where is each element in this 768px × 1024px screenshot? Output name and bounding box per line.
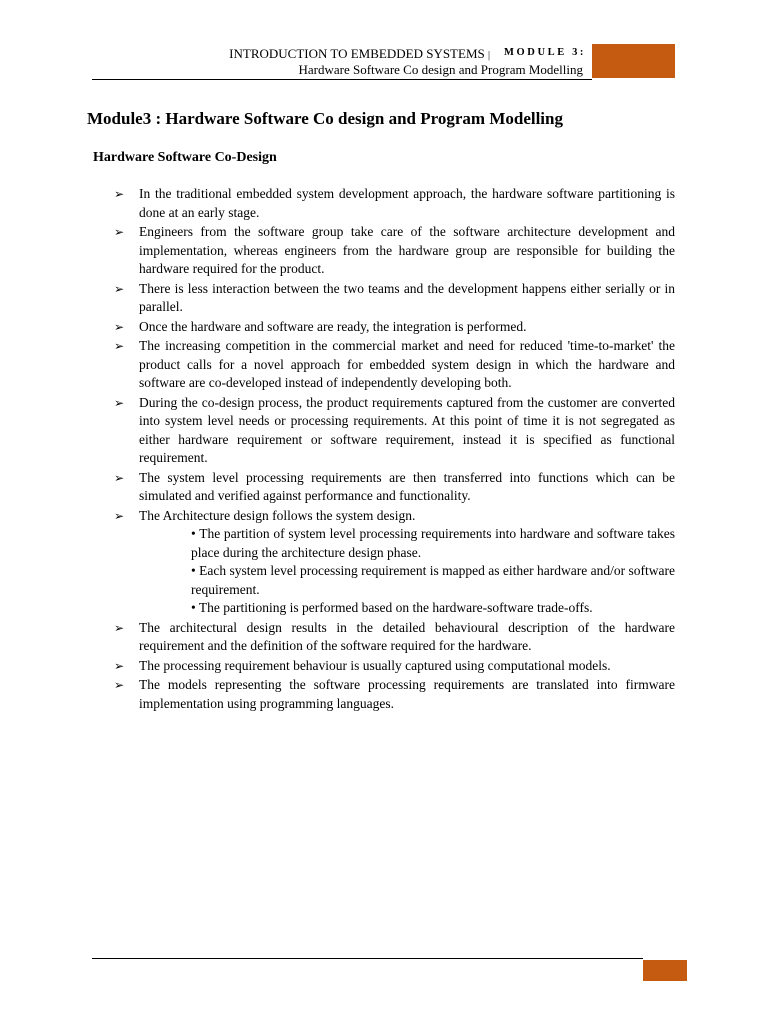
list-item xyxy=(114,469,675,506)
module-title: Module3 : Hardware Software Co design and Program Modelling xyxy=(87,109,563,128)
header-divider xyxy=(92,79,592,80)
list-item xyxy=(114,657,675,676)
arrowhead-bullet-icon: ➢ xyxy=(114,339,125,353)
list-item xyxy=(114,394,675,468)
sub-list-item: • Each system level processing requirement is mapped as either hardware and/or software requirement. xyxy=(191,563,675,597)
list-item-text: The processing requirement behaviour is usually captured using computational models. xyxy=(139,657,611,673)
arrowhead-bullet-icon: ➢ xyxy=(114,187,125,201)
list-item xyxy=(114,318,675,337)
header-separator: | xyxy=(487,50,490,61)
list-item-text: The models representing the software processing requirements are translated into firmware implementation using programming languages. xyxy=(139,677,675,711)
header-subtitle: Hardware Software Co design and Program Modelling xyxy=(298,62,583,77)
list-item-text: The system level processing requirements are then transferred into functions which can be simulated and verified against performance and functionality. xyxy=(139,469,675,503)
header-course-text: INTRODUCTION TO EMBEDDED SYSTEMS xyxy=(229,46,485,61)
list-item-text: Once the hardware and software are ready, the integration is performed. xyxy=(139,318,527,334)
header-accent-block xyxy=(592,44,675,78)
bullet-list xyxy=(114,185,675,714)
arrowhead-bullet-icon: ➢ xyxy=(114,225,125,239)
list-item xyxy=(114,185,675,222)
list-item-text: During the co-design process, the product requirements captured from the customer are converted into system level needs or processing requirements. At this point of time it is not segregated as either hardware requirement or software requirement, instead it is specified as functional requirement. xyxy=(139,394,675,465)
section-heading: Hardware Software Co-Design xyxy=(93,150,277,165)
arrowhead-bullet-icon: ➢ xyxy=(114,658,125,673)
arrowhead-bullet-icon: ➢ xyxy=(114,470,125,485)
list-item-text: The increasing competition in the commercial market and need for reduced 'time-to-market' the product calls for a novel approach for embedded system design in which the hardware and software are co-developed instead of independently developing both. xyxy=(139,338,675,390)
footer-accent-block xyxy=(643,960,687,981)
sub-bullet-list xyxy=(139,525,675,618)
list-item xyxy=(114,223,675,279)
list-item-text: There is less interaction between the two teams and the development happens either serially or in parallel. xyxy=(139,280,675,314)
sub-list-item: • The partition of system level processing requirements into hardware and software takes place during the architecture design phase. xyxy=(191,526,675,560)
list-item xyxy=(114,619,675,656)
sub-list-item: • The partitioning is performed based on the hardware-software trade-offs. xyxy=(191,600,593,615)
arrowhead-bullet-icon: ➢ xyxy=(114,319,125,334)
list-item-text: In the traditional embedded system development approach, the hardware software partitioning is done at an early stage. xyxy=(139,186,675,220)
arrowhead-bullet-icon: ➢ xyxy=(114,281,125,296)
arrowhead-bullet-icon: ➢ xyxy=(114,620,125,635)
arrowhead-bullet-icon: ➢ xyxy=(114,508,125,523)
list-item-text: The architectural design results in the detailed behavioural description of the hardware requirement and the definition of the software required for the hardware. xyxy=(139,619,675,653)
list-item xyxy=(114,676,675,713)
footer-divider xyxy=(92,958,643,959)
header-module-label: MODULE 3: xyxy=(504,47,587,58)
list-item-text: Engineers from the software group take care of the software architecture development and implementation, whereas engineers from the hardware group are responsible for building the hardware required for the product. xyxy=(139,224,675,276)
list-item xyxy=(114,337,675,393)
arrowhead-bullet-icon: ➢ xyxy=(114,395,125,410)
list-item-text: The Architecture design follows the system design. xyxy=(139,507,416,523)
list-item xyxy=(114,507,675,618)
arrowhead-bullet-icon: ➢ xyxy=(114,678,125,692)
header-course-title xyxy=(180,46,490,62)
list-item xyxy=(114,280,675,317)
